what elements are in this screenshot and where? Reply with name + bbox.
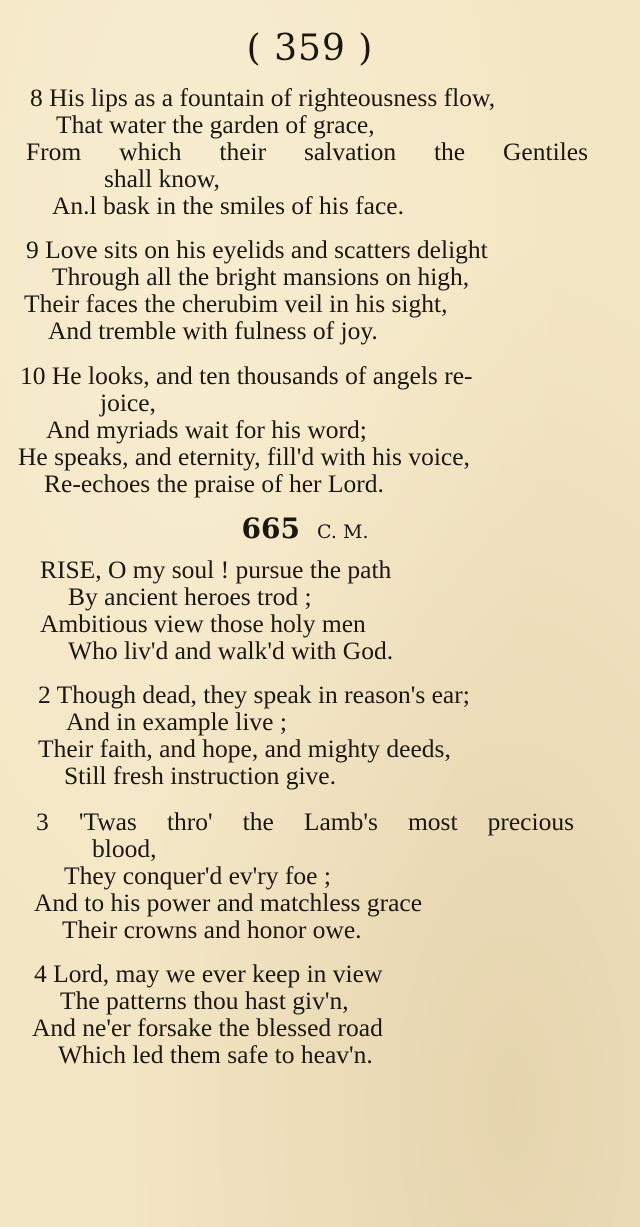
verse-line: Still fresh instruction give.: [64, 761, 336, 790]
verse-line-justified: [26, 138, 588, 166]
verse-line: And myriads wait for his word;: [46, 415, 367, 444]
verse-line: The patterns thou hast giv'n,: [60, 986, 349, 1015]
page-number: ( 359 ): [246, 28, 374, 69]
word: their: [219, 137, 267, 166]
verse-line: That water the garden of grace,: [56, 110, 375, 139]
verse-line: 8 His lips as a fountain of righteousness flow,: [30, 83, 496, 112]
verse-line: And in example live ;: [66, 707, 287, 736]
hymn-number: 665: [241, 512, 300, 545]
word: Lamb's: [303, 807, 378, 836]
word: precious: [487, 807, 574, 836]
verse-line: And ne'er forsake the blessed road: [32, 1013, 383, 1042]
verse-line: Their faith, and hope, and mighty deeds,: [38, 734, 451, 763]
verse-line: Which led them safe to heav'n.: [58, 1040, 373, 1069]
verse-line: And tremble with fulness of joy.: [48, 316, 378, 345]
verse-line: By ancient heroes trod ;: [68, 582, 312, 611]
verse-line: joice,: [100, 388, 156, 417]
word: salvation: [304, 137, 397, 166]
word: which: [119, 137, 182, 166]
verse-line: 4 Lord, may we ever keep in view: [34, 959, 383, 988]
word: the: [242, 807, 274, 836]
verse-line: shall know,: [104, 164, 220, 193]
verse-line: They conquer'd ev'ry foe ;: [64, 861, 331, 890]
word: 3: [36, 807, 49, 836]
hymn-meter: C. M.: [317, 521, 369, 543]
word: the: [433, 137, 466, 166]
hymn-heading: [0, 512, 610, 545]
verse-line: Through all the bright mansions on high,: [52, 262, 470, 291]
verse-line: 2 Though dead, they speak in reason's ear;: [38, 680, 470, 709]
verse-line: RISE, O my soul ! pursue the path: [40, 555, 392, 584]
word: Gentiles: [503, 137, 588, 166]
word: 'Twas: [78, 807, 137, 836]
verse-line: Their crowns and honor owe.: [62, 915, 362, 944]
verse-line: 9 Love sits on his eyelids and scatters delight: [26, 235, 488, 264]
verse-line: And to his power and matchless grace: [34, 888, 423, 917]
verse-line: An.l bask in the smiles of his face.: [52, 191, 404, 220]
word: From: [26, 137, 82, 166]
verse-line-justified: [36, 808, 574, 836]
verse-line: Who liv'd and walk'd with God.: [68, 636, 394, 665]
verse-line: Re-echoes the praise of her Lord.: [44, 469, 384, 498]
verse-line: 10 He looks, and ten thousands of angels re-: [20, 361, 473, 390]
verse-line: He speaks, and eternity, fill'd with his voice,: [18, 442, 470, 471]
word: thro': [166, 807, 213, 836]
verse-line: Their faces the cherubim veil in his sight,: [24, 289, 448, 318]
verse-line: Ambitious view those holy men: [40, 609, 366, 638]
word: most: [407, 807, 458, 836]
verse-line: blood,: [92, 834, 157, 863]
